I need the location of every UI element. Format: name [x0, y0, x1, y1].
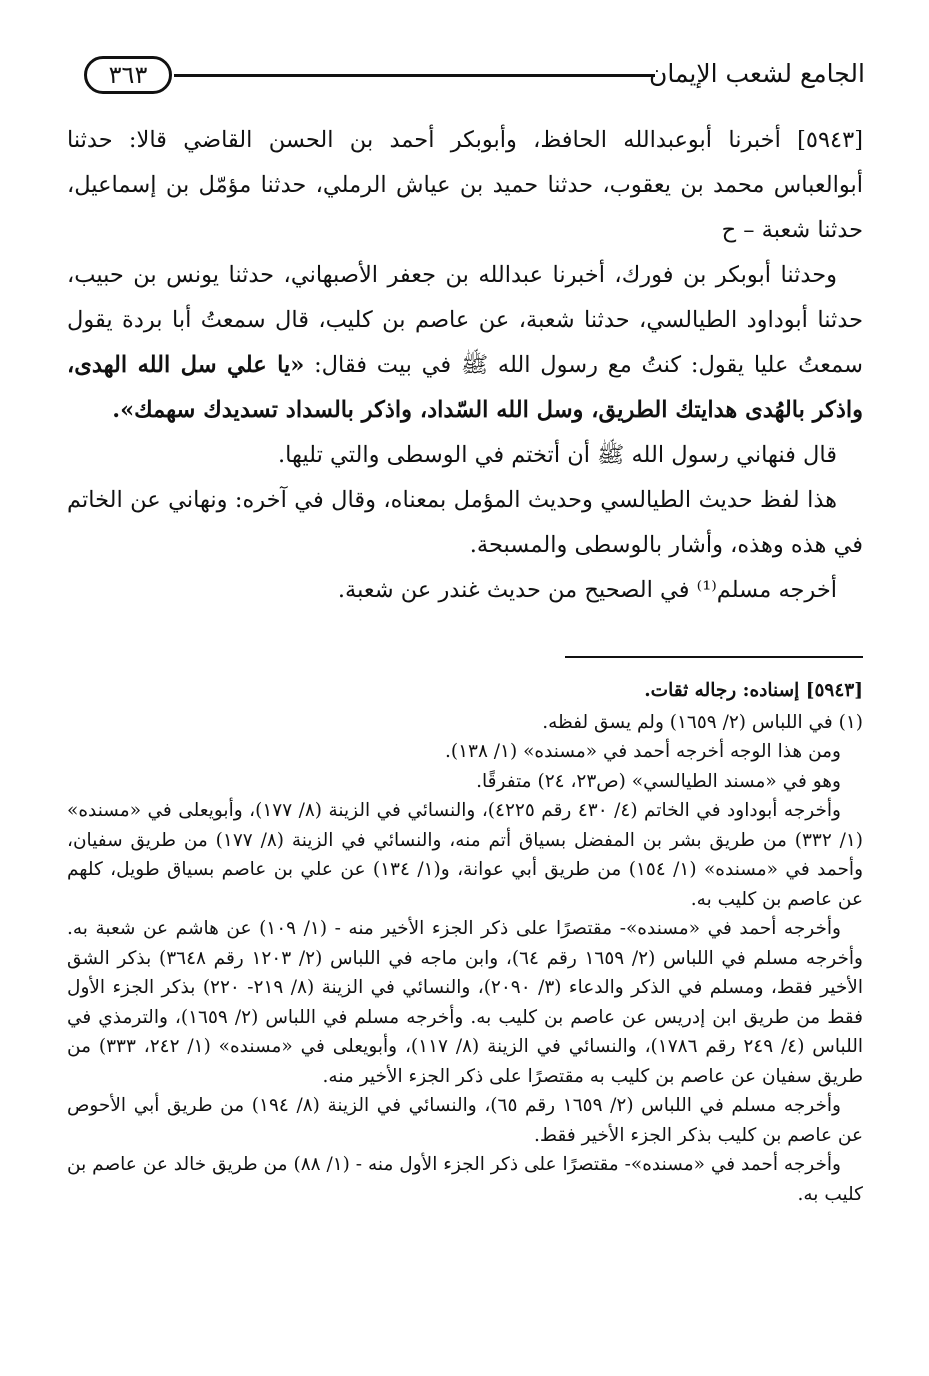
page-number: ٣٦٣	[84, 56, 172, 94]
footnote-line: وأخرجه أحمد في «مسنده»- مقتصرًا على ذكر الجزء الأول منه - (١/ ٨٨) من طريق خالد عن عاصم بن كليب به.	[67, 1154, 863, 1205]
hadith-body-paragraph	[67, 253, 863, 433]
hadith-quote-text: «يا علي سل الله الهدى، واذكر بالهُدى هدايتك الطريق، وسل الله السّداد، واذكر بالسداد تسديدك سهمك».	[67, 352, 863, 423]
footnotes	[67, 676, 863, 1209]
footnote-line: وأخرجه مسلم في اللباس (٢/ ١٦٥٩ رقم ٦٥)، والنسائي في الزينة (٨/ ١٩٤) من طريق أبي الأحوص عن عاصم بن كليب بذكر الجزء الأخير فقط.	[67, 1095, 863, 1146]
header-rule	[174, 74, 655, 77]
footnote-separator	[565, 656, 863, 658]
footnote-1: (١) في اللباس (٢/ ١٦٥٩) ولم يسق لفظه.	[542, 711, 863, 733]
footnote-line: وأخرجه أبوداود في الخاتم (٤/ ٤٣٠ رقم ٤٢٢٥)، والنسائي في الزينة (٨/ ١٧٧)، وأبويعلى في «مسنده» (١/ ٣٣٢) من طريق بشر بن المفضل بسياق أتم منه، والنسائي في الزينة (٨/ ١٧٧) من طريق سفيان، وأحمد في «مسنده» (١/ ١٥٤) من طريق أبي عوانة، و(١/ ١٣٤) عن علي بن عاصم بسياق طويل، كلهم عن عاصم بن كليب به.	[67, 800, 864, 910]
running-header	[84, 52, 865, 102]
footnote-line: وهو في «مسند الطيالسي» (ص٢٣، ٢٤) متفرقًا.	[476, 770, 841, 792]
hadith-chain-text: وحدثنا أبوبكر بن فورك، أخبرنا عبدالله بن جعفر الأصبهاني، حدثنا يونس بن حبيب، حدثنا أبوداود الطيالسي، حدثنا شعبة، عن عاصم بن كليب، قال سمعتُ أبا بردة يقول سمعتُ عليا يقول: كنتُ مع رسول الله ﷺ في بيت فقال:	[67, 262, 863, 378]
footnote-line: وأخرجه أحمد في «مسنده»- مقتصرًا على ذكر الجزء الأخير منه - (١/ ١٠٩) عن هاشم عن شعبة به. وأخرجه مسلم في اللباس (٢/ ١٦٥٩ رقم ٦٤)، وابن ماجه في اللباس (٢/ ١٢٠٣ رقم ٣٦٤٨) بذكر الشق الأخير فقط، ومسلم في الذكر والدعاء (٣/ ٢٠٩٠)، والنسائي في الزينة (٨/ ٢١٩- ٢٢٠) بذكر الجزء الأول فقط من طريق ابن إدريس عن عاصم بن كليب به. وأخرجه مسلم في اللباس (٢/ ١٦٥٩)، والترمذي في اللباس (٤/ ٢٤٩ رقم ١٧٨٦)، والنسائي في الزينة (٨/ ١١٧)، وأبويعلى في «مسنده» (١/ ٢٤٢، ٣٣٣) من طريق سفيان عن عاصم بن كليب به مقتصرًا على ذكر الجزء الأخير منه.	[67, 918, 864, 1087]
book-title: الجامع لشعب الإيمان	[648, 59, 865, 88]
isnad-note: [٥٩٤٣] إسناده: رجاله ثقات.	[644, 680, 863, 701]
wording-note-paragraph: هذا لفظ حديث الطيالسي وحديث المؤمل بمعناه، وقال في آخره: ونهاني عن الخاتم في هذه وهذه، وأشار بالوسطى والمسبحة.	[67, 487, 863, 558]
hadith-isnad-paragraph: [٥٩٤٣] أخبرنا أبوعبدالله الحافظ، وأبوبكر أحمد بن الحسن القاضي قالا: حدثنا أبوالعباس محمد بن يعقوب، حدثنا حميد بن عياش الرملي، حدثنا مؤمّل بن إسماعيل، حدثنا شعبة – ح	[67, 127, 864, 243]
hadith-continuation-paragraph: قال فنهاني رسول الله ﷺ أن أتختم في الوسطى والتي تليها.	[277, 442, 837, 468]
main-text	[67, 118, 863, 613]
takhrij-paragraph: أخرجه مسلم⁽¹⁾ في الصحيح من حديث غندر عن شعبة.	[337, 577, 837, 603]
footnote-line: ومن هذا الوجه أخرجه أحمد في «مسنده» (١/ ١٣٨).	[444, 741, 841, 762]
